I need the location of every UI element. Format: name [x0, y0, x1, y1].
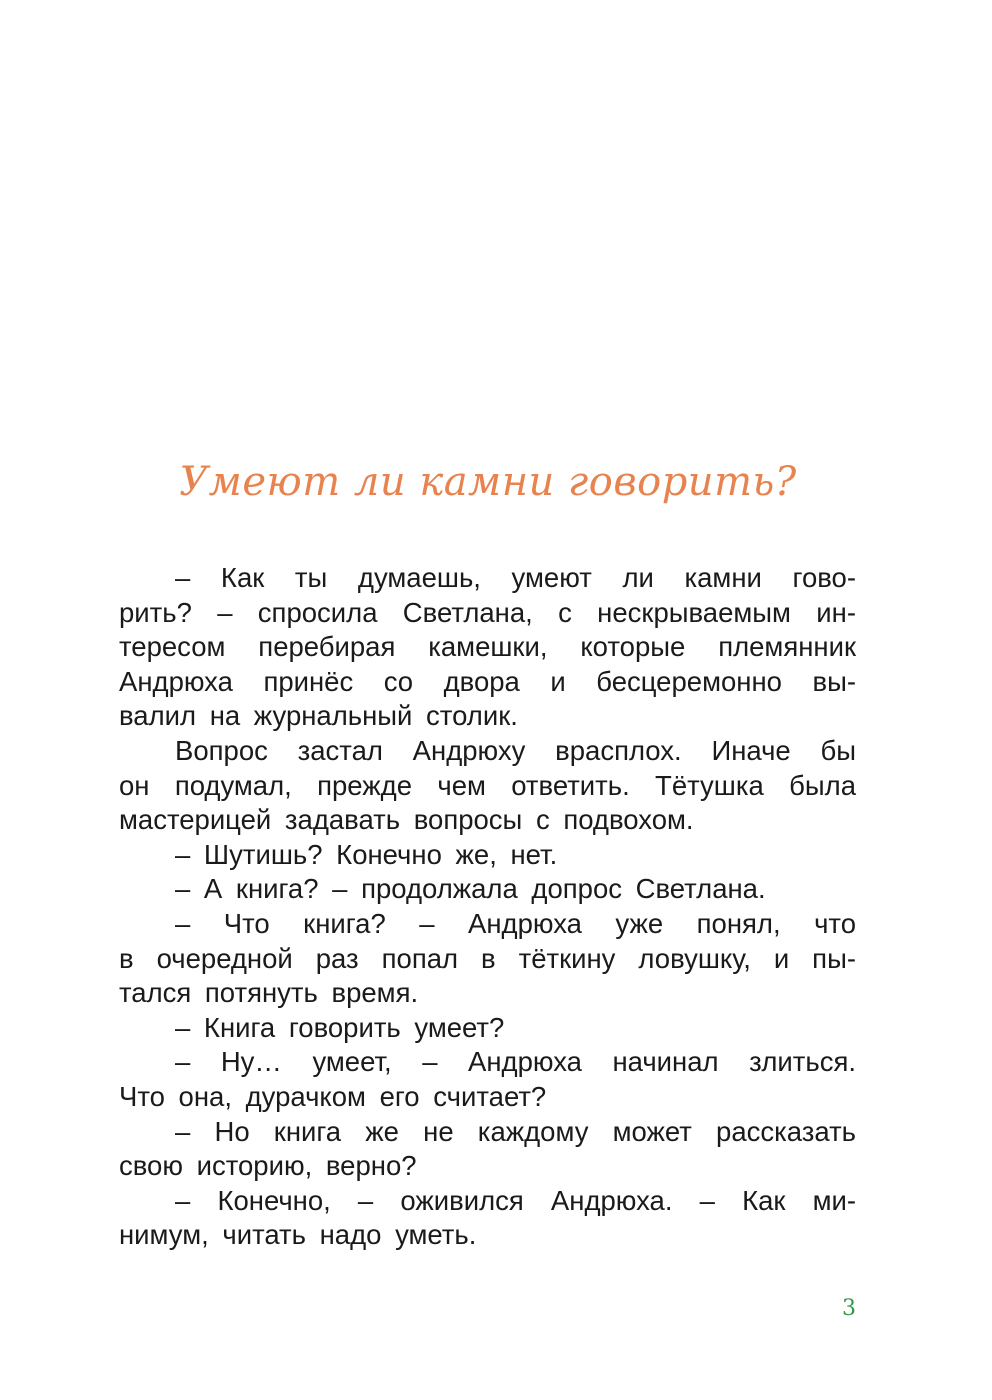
text-line: – Ну… умеет, – Андрюха начинал злиться. [175, 1046, 856, 1078]
text-line: свою историю, верно? [119, 1150, 417, 1182]
text-line: рить? – спросила Светлана, с нескрываемым ин- [119, 596, 856, 628]
page-number: 3 [842, 1296, 856, 1321]
text-line: тался потянуть время. [119, 977, 419, 1009]
text-line: тересом перебирая камешки, которые племянник [119, 631, 856, 663]
text-line: валил на журнальный столик. [119, 700, 518, 732]
text-line: – Шутишь? Конечно же, нет. [175, 838, 558, 870]
text-line: Андрюха принёс со двора и бесцеремонно вы- [119, 665, 856, 697]
text-line: Что она, дурачком его считает? [119, 1080, 547, 1112]
text-line: – Книга говорить умеет? [175, 1011, 505, 1043]
text-line: – Что книга? – Андрюха уже понял, что [175, 907, 856, 939]
text-line: Вопрос застал Андрюху врасплох. Иначе бы [175, 734, 856, 766]
text-line: в очередной раз попал в тёткину ловушку, и пы- [119, 942, 856, 974]
chapter-title: Умеют ли камни говорить? [179, 459, 797, 505]
text-line: нимум, читать надо уметь. [119, 1219, 477, 1251]
text-line: – Конечно, – оживился Андрюха. – Как ми- [175, 1184, 856, 1216]
text-line: – Но книга же не каждому может рассказать [175, 1115, 856, 1147]
body-text [119, 561, 856, 1253]
text-line: – А книга? – продолжала допрос Светлана. [175, 873, 766, 905]
text-line: – Как ты думаешь, умеют ли камни гово- [175, 562, 856, 593]
text-line: мастерицей задавать вопросы с подвохом. [119, 804, 694, 836]
text-line: он подумал, прежде чем ответить. Тётушка была [119, 769, 856, 801]
